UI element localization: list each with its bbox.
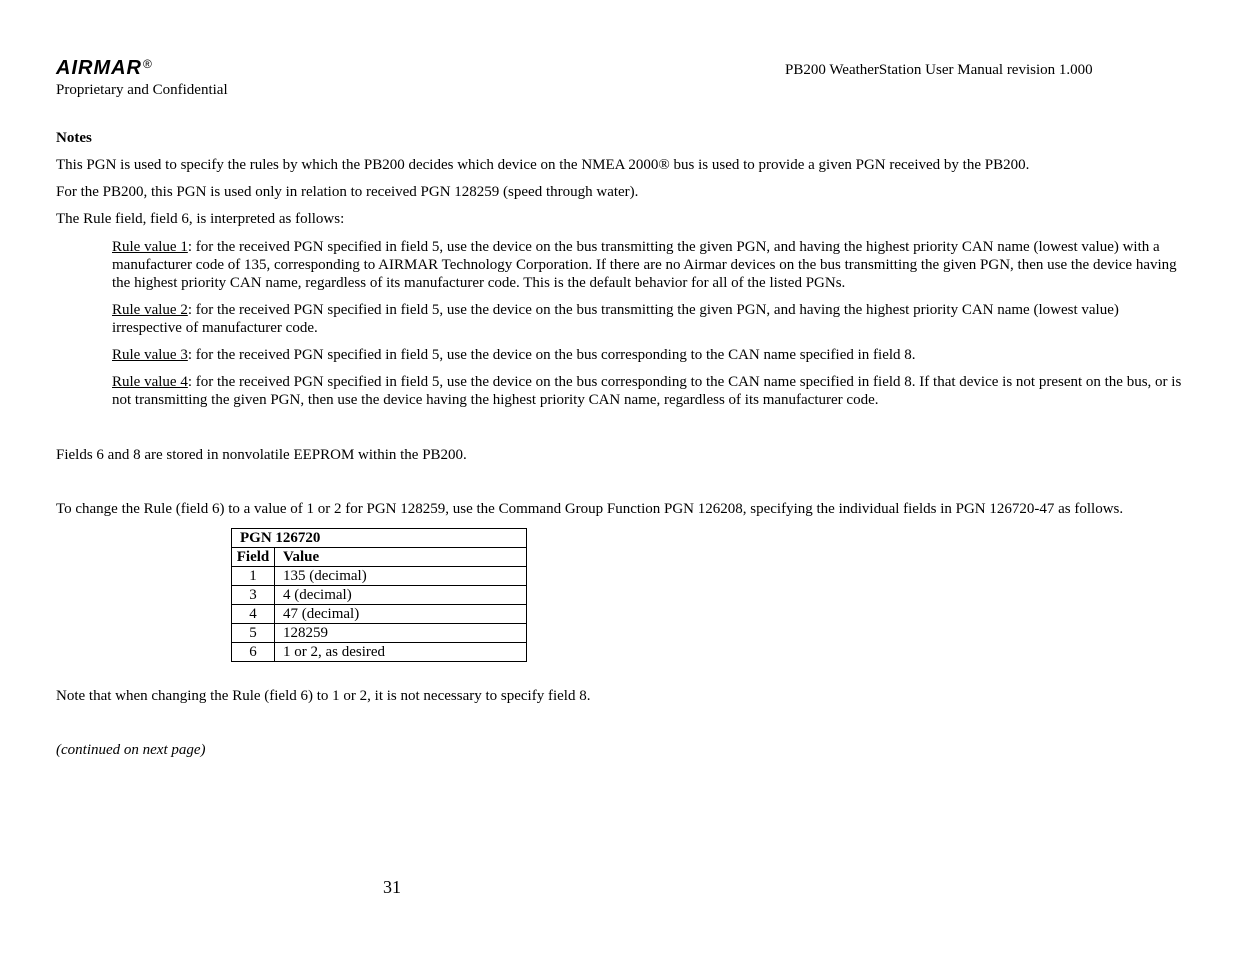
- rule-item: [112, 301, 1182, 337]
- rule-label: Rule value 3: [112, 347, 188, 363]
- rule-item: [112, 373, 1182, 409]
- registered-mark: ®: [143, 57, 153, 71]
- column-header-field: Field: [232, 548, 275, 567]
- continued-note: (continued on next page): [56, 742, 206, 758]
- table-row: [232, 567, 527, 586]
- rule-text: : for the received PGN specified in field 5, use the device on the bus corresponding to the CAN name specified in field 8. If that device is not present on the bus, or is not transmitting the given PGN, then use the device having the highest priority CAN name, regardless of its manufacturer code.: [112, 374, 1182, 408]
- rule-text: : for the received PGN specified in field 5, use the device on the bus corresponding to the CAN name specified in field 8.: [187, 347, 916, 363]
- document-title: PB200 WeatherStation User Manual revision 1.000: [785, 62, 1093, 78]
- logo-text: AIRMAR: [56, 57, 142, 79]
- page-number: 31: [383, 877, 401, 897]
- rule-label: Rule value 2: [112, 302, 188, 318]
- table-header-row: [232, 548, 527, 567]
- value-cell: 1 or 2, as desired: [275, 643, 527, 662]
- value-cell: 128259: [275, 624, 527, 643]
- table-row: [232, 605, 527, 624]
- rule-item: [112, 238, 1182, 292]
- rule-label: Rule value 1: [112, 239, 188, 255]
- field-cell: 3: [232, 586, 275, 605]
- field-cell: 1: [232, 567, 275, 586]
- pgn-126720-table: [231, 528, 527, 662]
- notes-heading: Notes: [56, 130, 92, 146]
- notes-paragraph: The Rule field, field 6, is interpreted as follows:: [56, 211, 345, 227]
- value-cell: 4 (decimal): [275, 586, 527, 605]
- column-header-value: Value: [275, 548, 527, 567]
- value-cell: 135 (decimal): [275, 567, 527, 586]
- field-cell: 4: [232, 605, 275, 624]
- table-row: [232, 624, 527, 643]
- notes-paragraph: This PGN is used to specify the rules by which the PB200 decides which device on the NMEA 2000® bus is used to provide a given PGN received by the PB200.: [56, 157, 1030, 173]
- table-caption-row: [232, 529, 527, 548]
- confidentiality-notice: Proprietary and Confidential: [56, 82, 228, 98]
- rule-text: : for the received PGN specified in field 5, use the device on the bus transmitting the given PGN, and having the highest priority CAN name (lowest value) with a manufacturer code of 135, corresponding to AIRMAR Technology Corporation. If there are no Airmar devices on the bus transmitting the given PGN, then use the device having the highest priority CAN name, regardless of its manufacturer code. This is the default behavior for all of the listed PGNs.: [112, 239, 1177, 291]
- field-cell: 6: [232, 643, 275, 662]
- body-paragraph: Note that when changing the Rule (field 6) to 1 or 2, it is not necessary to specify field 8.: [56, 688, 591, 704]
- rule-item: [112, 346, 1182, 364]
- table-row: [232, 643, 527, 662]
- table-row: [232, 586, 527, 605]
- body-paragraph: To change the Rule (field 6) to a value of 1 or 2 for PGN 128259, use the Command Group Function PGN 126208, specifying the individual fields in PGN 126720-47 as follows.: [56, 501, 1124, 517]
- value-cell: 47 (decimal): [275, 605, 527, 624]
- rule-text: : for the received PGN specified in field 5, use the device on the bus transmitting the given PGN, and having the highest priority CAN name (lowest value) irrespective of manufacturer code.: [112, 302, 1119, 336]
- table-caption: PGN 126720: [232, 529, 527, 548]
- rule-label: Rule value 4: [112, 374, 188, 390]
- notes-paragraph: For the PB200, this PGN is used only in relation to received PGN 128259 (speed through water).: [56, 184, 639, 200]
- field-cell: 5: [232, 624, 275, 643]
- body-paragraph: Fields 6 and 8 are stored in nonvolatile EEPROM within the PB200.: [56, 447, 467, 463]
- airmar-logo: [56, 56, 153, 80]
